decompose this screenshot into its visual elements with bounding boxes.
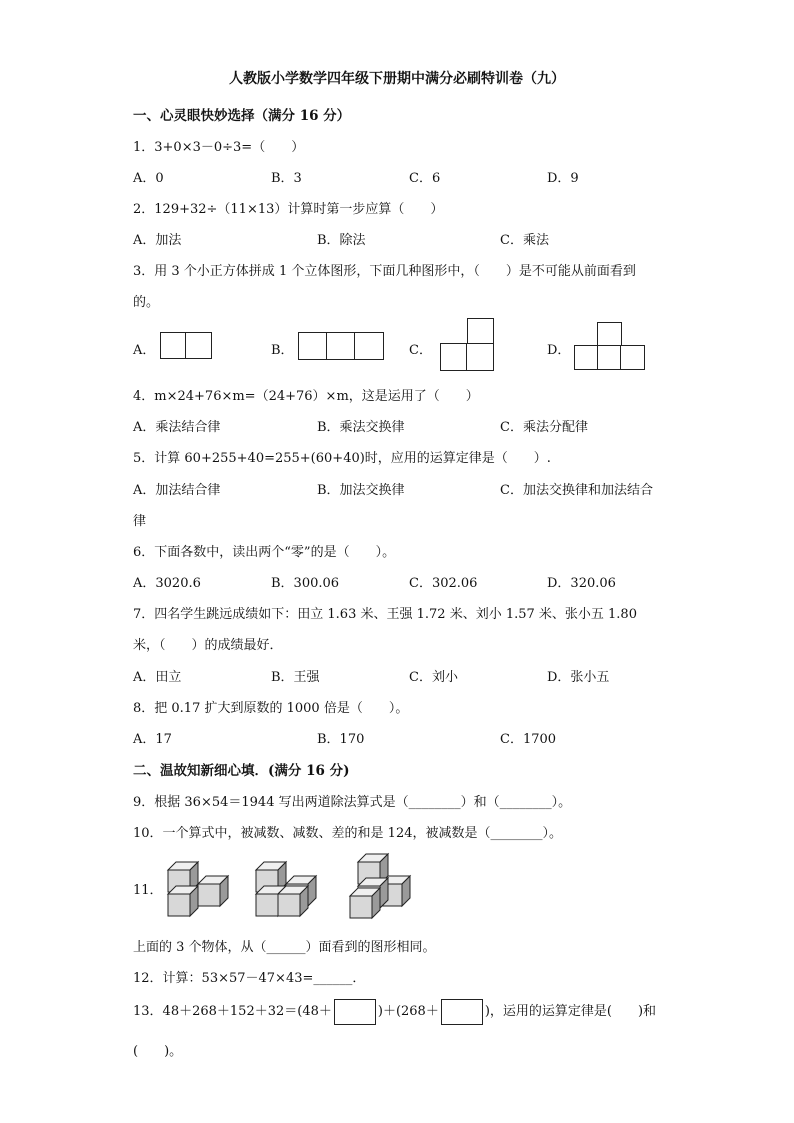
q6-option-d[interactable]: D．320.06: [547, 576, 616, 591]
q4-option-b[interactable]: B．乘法交换律: [317, 420, 405, 435]
question-5: 5．计算 60+255+40=255+(60+40)时，应用的运算定律是（ ）.: [133, 451, 551, 466]
q2-option-a[interactable]: A．加法: [133, 233, 182, 248]
section-1-heading: 一、心灵眼快妙选择（满分 16 分）: [133, 108, 351, 124]
question-7: 7．四名学生跳远成绩如下：田立 1.63 米、王强 1.72 米、刘小 1.57 米、张小五 1.80: [133, 607, 637, 622]
question-11: 上面的 3 个物体，从（______）面看到的图形相同。: [133, 940, 436, 955]
q3-option-d[interactable]: D．: [547, 343, 571, 358]
q6-option-a[interactable]: A．3020.6: [133, 576, 201, 591]
q8-option-a[interactable]: A．17: [133, 732, 172, 747]
question-4: 4．m×24+76×m=（24+76）×m，这是运用了（ ）: [133, 389, 479, 404]
question-6: 6．下面各数中，读出两个“零”的是（ ）。: [133, 545, 396, 560]
q13-part3: )，运用的运算定律是( )和: [484, 1004, 657, 1019]
q1-option-d[interactable]: D．9: [547, 171, 579, 186]
question-2: 2．129+32÷（11×13）计算时第一步应算（ ）: [133, 202, 444, 217]
q3-option-c[interactable]: C．: [409, 343, 432, 358]
q5-option-c-cont: 律: [133, 514, 147, 529]
question-8: 8．把 0.17 扩大到原数的 1000 倍是（ ）。: [133, 701, 409, 716]
q4-option-a[interactable]: A．乘法结合律: [133, 420, 221, 435]
question-3: 3．用 3 个小正方体拼成 1 个立体图形，下面几种图形中，（ ）是不可能从前面看到: [133, 264, 636, 279]
q13-answer-box-2[interactable]: [441, 999, 483, 1025]
q2-option-b[interactable]: B．除法: [317, 233, 366, 248]
q4-option-c[interactable]: C．乘法分配律: [500, 420, 588, 435]
q3-option-b[interactable]: B．: [271, 343, 294, 358]
q5-option-c[interactable]: C．加法交换律和加法结合: [500, 483, 653, 498]
q3-option-a[interactable]: A．: [133, 343, 156, 358]
q7-option-d[interactable]: D．张小五: [547, 670, 610, 685]
q7-option-b[interactable]: B．王强: [271, 670, 320, 685]
q7-option-a[interactable]: A．田立: [133, 670, 182, 685]
q13-part1: 13．48＋268＋152＋32＝(48＋: [133, 1004, 332, 1019]
cube-figure-3: [350, 854, 410, 918]
question-13: [133, 998, 656, 1026]
q8-option-c[interactable]: C．1700: [500, 732, 557, 747]
q5-option-b[interactable]: B．加法交换律: [317, 483, 405, 498]
q1-option-b[interactable]: B．3: [271, 171, 302, 186]
q13-part2: )＋(268＋: [377, 1004, 439, 1019]
cube-figure-2: [256, 862, 316, 916]
q1-option-a[interactable]: A．0: [133, 171, 164, 186]
section-2-heading: 二、温故知新细心填．(满分 16 分): [133, 763, 350, 779]
q6-option-b[interactable]: B．300.06: [271, 576, 340, 591]
q2-option-c[interactable]: C．乘法: [500, 233, 549, 248]
q7-option-c[interactable]: C．刘小: [409, 670, 458, 685]
q13-answer-box-1[interactable]: [334, 999, 376, 1025]
question-10: 10．一个算式中，被减数、减数、差的和是 124，被减数是（________）。: [133, 826, 562, 841]
page-title: 人教版小学数学四年级下册期中满分必刷特训卷（九）: [229, 71, 565, 87]
q6-option-c[interactable]: C．302.06: [409, 576, 478, 591]
q1-option-c[interactable]: C．6: [409, 171, 441, 186]
question-7-cont: 米，（ ）的成绩最好．: [133, 638, 283, 653]
question-11-number: 11．: [133, 883, 163, 898]
question-1: 1．3+0×3－0÷3=（ ）: [133, 140, 305, 155]
q11-cube-figures: [160, 850, 430, 922]
question-12: 12．计算：53×57－47×43=______．: [133, 971, 366, 986]
question-13-cont: ( )。: [133, 1044, 183, 1059]
question-3-cont: 的。: [133, 295, 160, 310]
question-9: 9．根据 36×54＝1944 写出两道除法算式是（________）和（________）。: [133, 795, 572, 810]
cube-figure-1: [168, 862, 228, 916]
q8-option-b[interactable]: B．170: [317, 732, 365, 747]
q5-option-a[interactable]: A．加法结合律: [133, 483, 221, 498]
